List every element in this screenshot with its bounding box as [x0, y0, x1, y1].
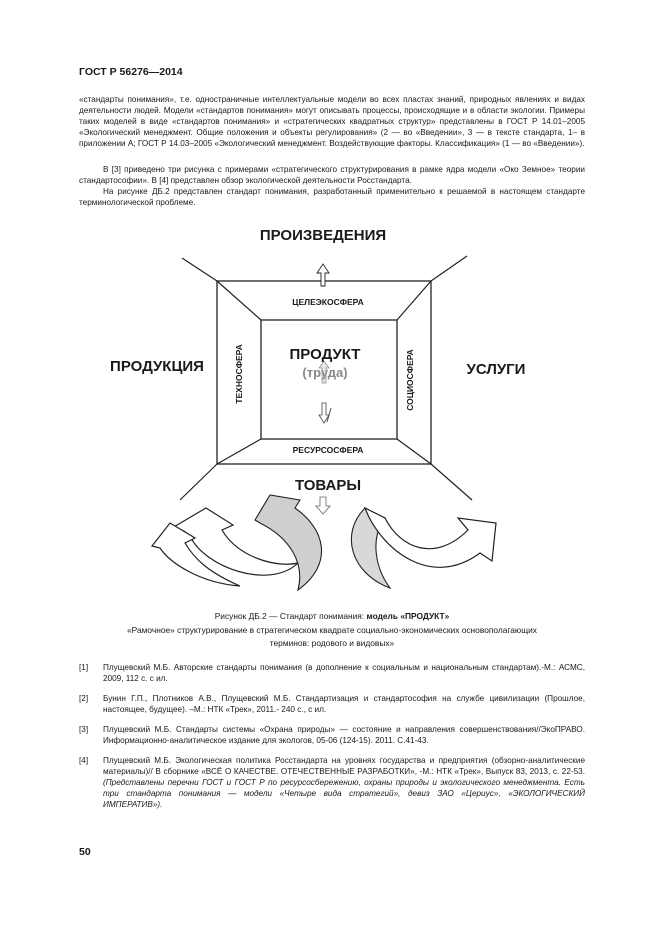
label-right: УСЛУГИ [466, 361, 526, 378]
reference-item [79, 755, 585, 810]
up-arrow-icon [317, 264, 329, 286]
reference-text: Плущевский М.Б. Стандарты системы «Охрана природы» — состояние и направления совершенствования//ЭкоПРАВО. Информационно-аналитическое издание для экологов, 05-06 (124-15). 2011. С.41-43. [103, 725, 585, 745]
caption-bold: модель «ПРОДУКТ» [366, 611, 450, 621]
connector-br [397, 439, 431, 464]
document-header: ГОСТ Р 56276—2014 [79, 66, 183, 78]
figure-caption-line1 [79, 610, 585, 622]
references-list [79, 662, 585, 819]
figure-product-model [100, 218, 560, 603]
caption-prefix: Рисунок ДБ.2 — Стандарт понимания: [214, 611, 367, 621]
center-subtitle: (труда) [302, 365, 348, 380]
reference-text-container [103, 755, 585, 810]
band-bottom: РЕСУРСОСФЕРА [292, 445, 364, 455]
band-top: ЦЕЛЕЭКОСФЕРА [292, 297, 364, 307]
ray-tl [182, 258, 217, 281]
label-left: ПРОДУКЦИЯ [110, 358, 204, 375]
paragraph-1: «стандарты понимания», т.е. одностраничные интеллектуальные модели во всех пластах знаний, природных явлениях и видах деятельности людей. Модели «стандартов понимания» могут описывать процессы, происходящие и в области экологии. Примеры таких моделей в виде «стандартов понимания» и «стратегических квадратных структур» представлены в ГОСТ Р 14.01–2005 «Экологический менеджмент. Общие положения и объекты регулирования» (2 — во «Введении», 3 — в тексте стандарта, 1– в приложении А; ГОСТ Р 14.03–2005 «Экологический менеджмент. Воздействующие факторы. Классификация» (1 — во «Введении»). [79, 95, 585, 148]
paragraph-2: В [3] приведено три рисунка с примерами «стратегического структурирования в рамке ядра модели «Око Земное» теории стандартософии». В [4] представлен обзор экологической деятельности Росстандарта. [79, 165, 585, 185]
right-curved-arrow-icon [351, 508, 496, 588]
reference-item [79, 693, 585, 715]
reference-number: [3] [79, 725, 89, 734]
reference-number: [4] [79, 756, 89, 765]
reference-text: Плущевский М.Б. Экологическая политика Росстандарта на уровнях государства и предприятия (обзорно-аналитические материалы)// В сборнике «ВСЁ О КАЧЕСТВЕ. ОТЕЧЕСТВЕННЫЕ РАЗРАБОТКИ», -М.: НТК «Трек», Выпуск 83, 2013, с. 22-53. [103, 756, 585, 776]
connector-bl [217, 439, 261, 464]
reference-text: Плущевский М.Б. Авторские стандарты понимания (в дополнение к социальным и национальным стандартам).-М.: АСМС, 2009, 112 с. с ил. [103, 663, 585, 683]
label-bottom: ТОВАРЫ [294, 477, 362, 494]
reference-text: Бунин Г.П., Плотников А.В., Плущевский М.Б. Стандартизация и стандартософия на службе цивилизации (Прошлое, настоящее, будущее). –М.: НТК «Трек», 2011.- 240 с., с ил. [103, 694, 585, 714]
band-right: СОЦИОСФЕРА [405, 349, 415, 411]
figure-diagram [100, 218, 560, 603]
reference-number: [2] [79, 694, 89, 703]
center-title: ПРОДУКТ [289, 346, 361, 363]
reference-note: (Представлены перечни ГОСТ и ГОСТ Р по ресурсосбережению, охраны природы и экологического менеджмента. Есть три стандарта понимания — модели «Четыре вида стратегий», девиз ЗАО «Цериус», «ЭКОЛОГИЧЕСКИЙ ИМПЕРАТИВ»). [103, 778, 585, 809]
paragraph-3: На рисунке ДБ.2 представлен стандарт понимания, разработанный применительно к решаемой в настоящем стандарте терминологической проблеме. [79, 187, 585, 207]
reference-item [79, 662, 585, 684]
ray-bl [180, 464, 217, 500]
reference-number: [1] [79, 663, 89, 672]
connector-tr [397, 281, 431, 320]
label-top: ПРОИЗВЕДЕНИЯ [259, 227, 387, 244]
figure-caption-line2: «Рамочное» структурирование в стратегическом квадрате социально-экономических основополагающих [127, 625, 537, 635]
ray-tr [431, 256, 467, 281]
reference-item [79, 724, 585, 746]
ray-br [431, 464, 472, 500]
down-arrow-icon [316, 497, 330, 514]
figure-caption-line3: терминов: родового и видовых» [269, 638, 395, 648]
page-number: 50 [79, 846, 91, 858]
left-curved-arrows-icon [152, 495, 322, 590]
connector-tl [217, 281, 261, 320]
band-left: ТЕХНОСФЕРА [234, 344, 244, 404]
